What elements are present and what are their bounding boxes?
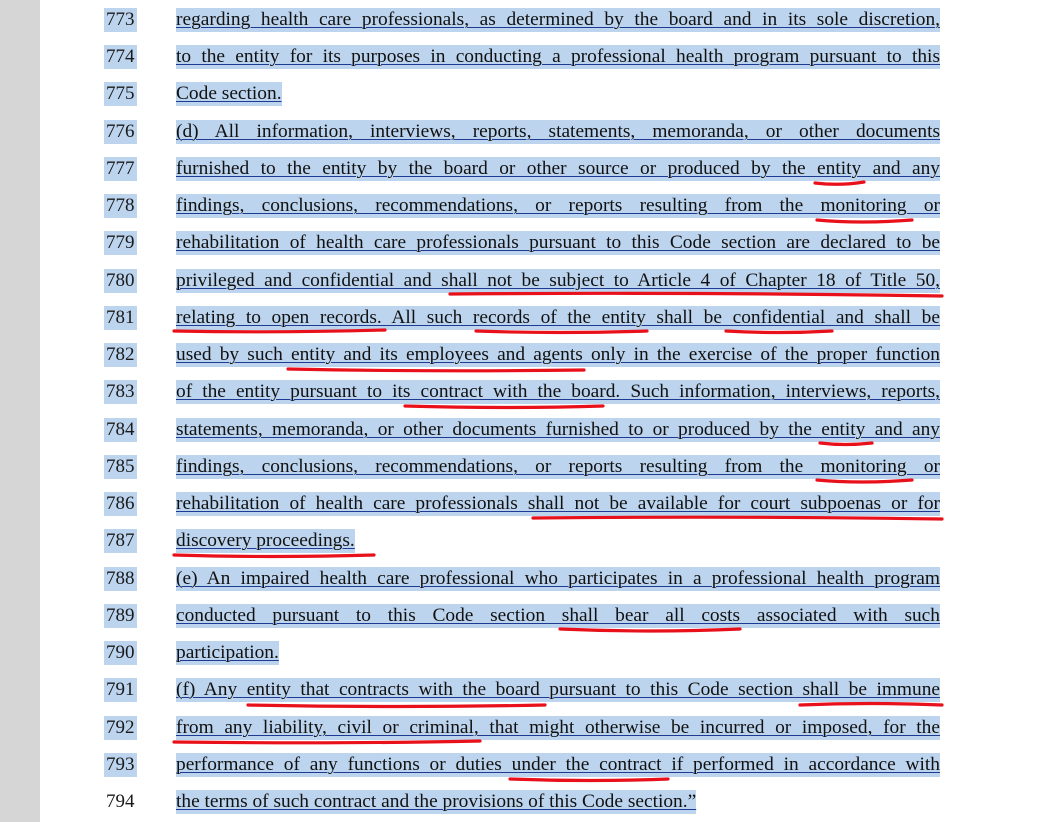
line-text[interactable]: [176, 82, 940, 106]
line-text-content: performance of any functions or duties under the contract if performed in accordance with: [176, 754, 940, 775]
document-line: [40, 116, 1043, 146]
annotation-underline: [405, 406, 603, 408]
line-text[interactable]: [176, 455, 940, 479]
document-line: [40, 190, 1043, 220]
document-line: [40, 4, 1043, 34]
line-text[interactable]: [176, 269, 940, 293]
document-page: [40, 0, 1043, 822]
line-text[interactable]: [176, 306, 940, 330]
line-number: 792: [106, 717, 135, 738]
line-text[interactable]: [176, 492, 940, 516]
line-text-content: (d) All information, interviews, reports, statements, memoranda, or other documents: [176, 121, 940, 142]
line-number: 784: [106, 419, 135, 440]
line-text-content: findings, conclusions, recommendations, or reports resulting from the monitoring or: [176, 195, 940, 216]
annotation-underline: [288, 369, 584, 371]
line-number: 782: [106, 344, 135, 365]
line-text[interactable]: [176, 194, 940, 218]
line-number: 774: [106, 46, 135, 67]
line-text[interactable]: [176, 380, 940, 404]
line-text-content: of the entity pursuant to its contract with the board. Such information, interviews, reports,: [176, 381, 940, 402]
line-text-content: Code section.: [176, 83, 282, 104]
line-text[interactable]: [176, 418, 940, 442]
line-text[interactable]: [176, 678, 940, 702]
line-number: 794: [106, 791, 135, 812]
line-text[interactable]: [176, 231, 940, 255]
line-number: 785: [106, 456, 135, 477]
line-text[interactable]: [176, 120, 940, 144]
line-text-content: the terms of such contract and the provisions of this Code section.”: [176, 791, 697, 812]
line-text-content: rehabilitation of health care professionals shall not be available for court subpoenas or for: [176, 493, 940, 514]
line-number: 780: [106, 270, 135, 291]
line-text[interactable]: [176, 529, 940, 553]
line-text[interactable]: [176, 716, 940, 740]
document-line: [40, 414, 1043, 444]
document-line: [40, 265, 1043, 295]
line-text-content: (f) Any entity that contracts with the board pursuant to this Code section shall be immune: [176, 679, 940, 700]
line-text[interactable]: [176, 8, 940, 32]
line-number: 793: [106, 754, 135, 775]
line-text-content: discovery proceedings.: [176, 530, 355, 551]
line-text-content: statements, memoranda, or other documents furnished to or produced by the entity and any: [176, 419, 940, 440]
line-text-content: from any liability, civil or criminal, that might otherwise be incurred or imposed, for the: [176, 717, 940, 738]
line-number: 778: [106, 195, 135, 216]
line-text[interactable]: [176, 790, 940, 814]
annotation-underline: [174, 555, 374, 557]
line-number: 773: [106, 9, 135, 30]
document-line: [40, 451, 1043, 481]
document-line: [40, 637, 1043, 667]
line-text-content: used by such entity and its employees and agents only in the exercise of the proper function: [176, 344, 940, 365]
line-text-content: (e) An impaired health care professional who participates in a professional health program: [176, 568, 940, 589]
line-number: 791: [106, 679, 135, 700]
annotation-underline: [510, 779, 668, 781]
line-text-content: furnished to the entity by the board or other source or produced by the entity and any: [176, 158, 940, 179]
document-line: [40, 376, 1043, 406]
line-number: 779: [106, 232, 135, 253]
document-line: [40, 525, 1043, 555]
annotation-underline: [817, 220, 912, 222]
document-line: [40, 339, 1043, 369]
line-text[interactable]: [176, 604, 940, 628]
line-text[interactable]: [176, 157, 940, 181]
document-line: [40, 488, 1043, 518]
line-number: 790: [106, 642, 135, 663]
document-line: [40, 153, 1043, 183]
document-line: [40, 227, 1043, 257]
annotation-underline: [248, 705, 545, 707]
line-text-content: privileged and confidential and shall not be subject to Article 4 of Chapter 18 of Title 50,: [176, 270, 940, 291]
line-number: 777: [106, 158, 135, 179]
document-line: [40, 674, 1043, 704]
document-line: [40, 749, 1043, 779]
document-line: [40, 41, 1043, 71]
line-number: 787: [106, 530, 135, 551]
line-text-content: relating to open records. All such records of the entity shall be confidential and shall be: [176, 307, 940, 328]
document-line: [40, 712, 1043, 742]
document-line: [40, 563, 1043, 593]
line-text-content: rehabilitation of health care professionals pursuant to this Code section are declared to be: [176, 232, 940, 253]
line-number: 776: [106, 121, 135, 142]
line-number: 775: [106, 83, 135, 104]
document-line: [40, 786, 1043, 816]
document-line: [40, 78, 1043, 108]
line-text[interactable]: [176, 343, 940, 367]
line-text[interactable]: [176, 567, 940, 591]
line-number: 781: [106, 307, 135, 328]
line-text-content: conducted pursuant to this Code section shall bear all costs associated with such: [176, 605, 940, 626]
line-number: 788: [106, 568, 135, 589]
line-text-content: to the entity for its purposes in conducting a professional health program pursuant to this: [176, 46, 940, 67]
line-number: 783: [106, 381, 135, 402]
line-text[interactable]: [176, 45, 940, 69]
document-line: [40, 302, 1043, 332]
line-text-content: participation.: [176, 642, 279, 663]
document-line: [40, 600, 1043, 630]
line-text[interactable]: [176, 641, 940, 665]
line-number: 789: [106, 605, 135, 626]
line-text-content: regarding health care professionals, as determined by the board and in its sole discretion,: [176, 9, 940, 30]
line-text[interactable]: [176, 753, 940, 777]
line-number: 786: [106, 493, 135, 514]
line-text-content: findings, conclusions, recommendations, or reports resulting from the monitoring or: [176, 456, 940, 477]
